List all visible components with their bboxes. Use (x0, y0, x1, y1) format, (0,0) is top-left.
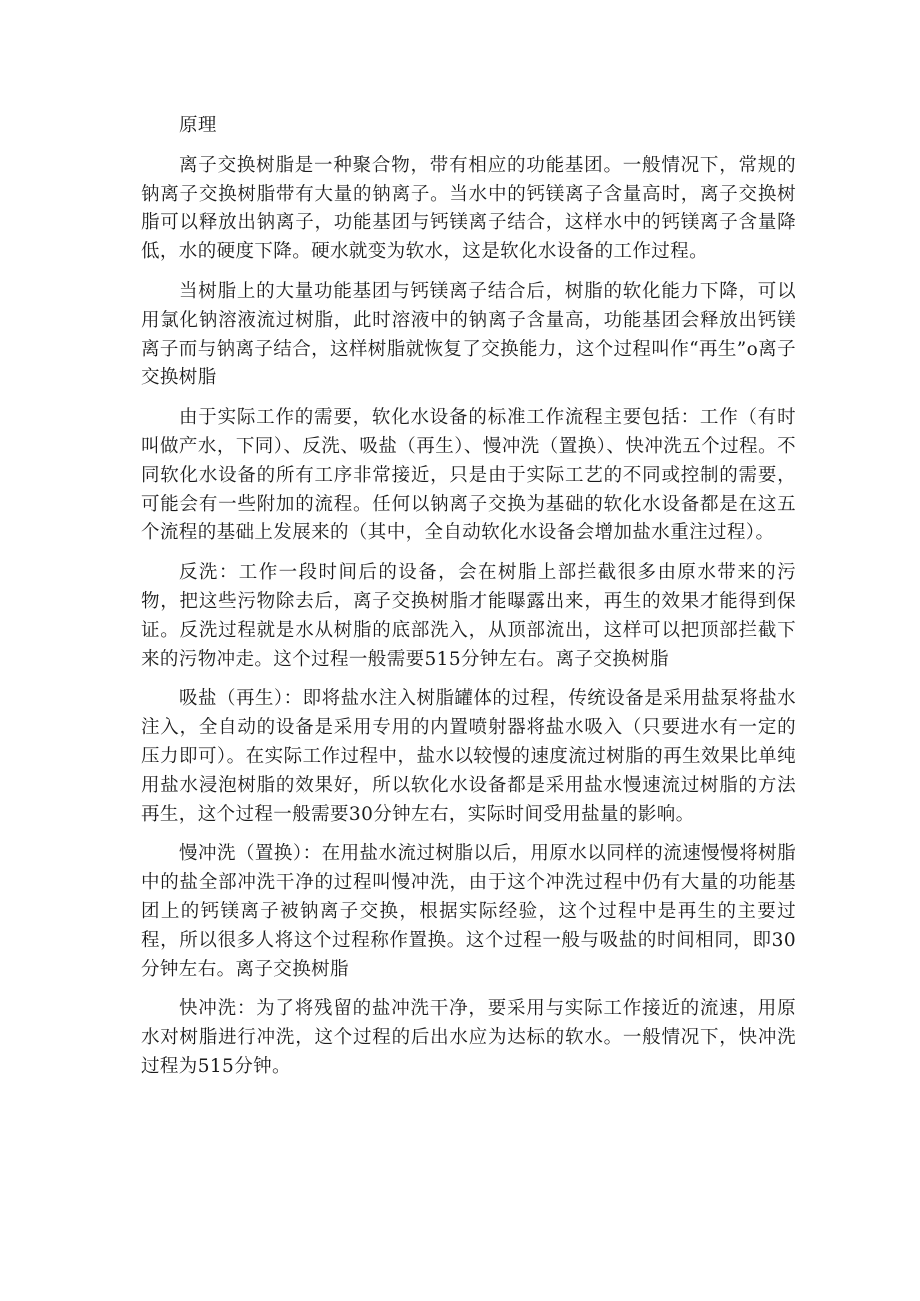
paragraph-workflow: 由于实际工作的需要，软化水设备的标准工作流程主要包括：工作（有时叫做产水，下同）、反洗、吸盐（再生）、慢冲洗（置换）、快冲洗五个过程。不同软化水设备的所有工序非常接近，只是由于实际工艺的不同或控制的需要，可能会有一些附加的流程。任何以钠离子交换为基础的软化水设备都是在这五个流程的基础上发展来的（其中，全自动软化水设备会增加盐水重注过程）。 (141, 407, 796, 544)
paragraph-principle: 离子交换树脂是一种聚合物，带有相应的功能基团。一般情况下，常规的钠离子交换树脂带有大量的钠离子。当水中的钙镁离子含量高时，离子交换树脂可以释放出钠离子，功能基团与钙镁离子结合，这样水中的钙镁离子含量降低，水的硬度下降。硬水就变为软水，这是软化水设备的工作过程。 (141, 154, 796, 263)
paragraph-fast-rinse: 快冲洗：为了将残留的盐冲洗干净，要采用与实际工作接近的流速，用原水对树脂进行冲洗，这个过程的后出水应为达标的软水。一般情况下，快冲洗过程为515分钟。 (141, 998, 796, 1077)
paragraph-brine-draw: 吸盐（再生）：即将盐水注入树脂罐体的过程，传统设备是采用盐泵将盐水注入，全自动的设备是采用专用的内置喷射器将盐水吸入（只要进水有一定的压力即可）。在实际工作过程中，盐水以较慢的速度流过树脂的再生效果比单纯用盐水浸泡树脂的效果好，所以软化水设备都是采用盐水慢速流过树脂的方法再生，这个过程一般需要30分钟左右，实际时间受用盐量的影响。 (141, 688, 796, 825)
paragraph-slow-rinse: 慢冲洗（置换）：在用盐水流过树脂以后，用原水以同样的流速慢慢将树脂中的盐全部冲洗干净的过程叫慢冲洗，由于这个冲洗过程中仍有大量的功能基团上的钙镁离子被钠离子交换，根据实际经验，这个过程中是再生的主要过程，所以很多人将这个过程称作置换。这个过程一般与吸盐的时间相同，即30分钟左右。离子交换树脂 (141, 843, 796, 980)
paragraph-regeneration: 当树脂上的大量功能基团与钙镁离子结合后，树脂的软化能力下降，可以用氯化钠溶液流过树脂，此时溶液中的钠离子含量高，功能基团会释放出钙镁离子而与钠离子结合，这样树脂就恢复了交换能力，这个过程叫作“再生”o离子交换树脂 (141, 280, 796, 389)
section-heading: 原理 (179, 115, 217, 136)
paragraph-backwash: 反洗：工作一段时间后的设备，会在树脂上部拦截很多由原水带来的污物，把这些污物除去后，离子交换树脂才能曝露出来，再生的效果才能得到保证。反洗过程就是水从树脂的底部洗入，从顶部流出，这样可以把顶部拦截下来的污物冲走。这个过程一般需要515分钟左右。离子交换树脂 (141, 562, 796, 670)
